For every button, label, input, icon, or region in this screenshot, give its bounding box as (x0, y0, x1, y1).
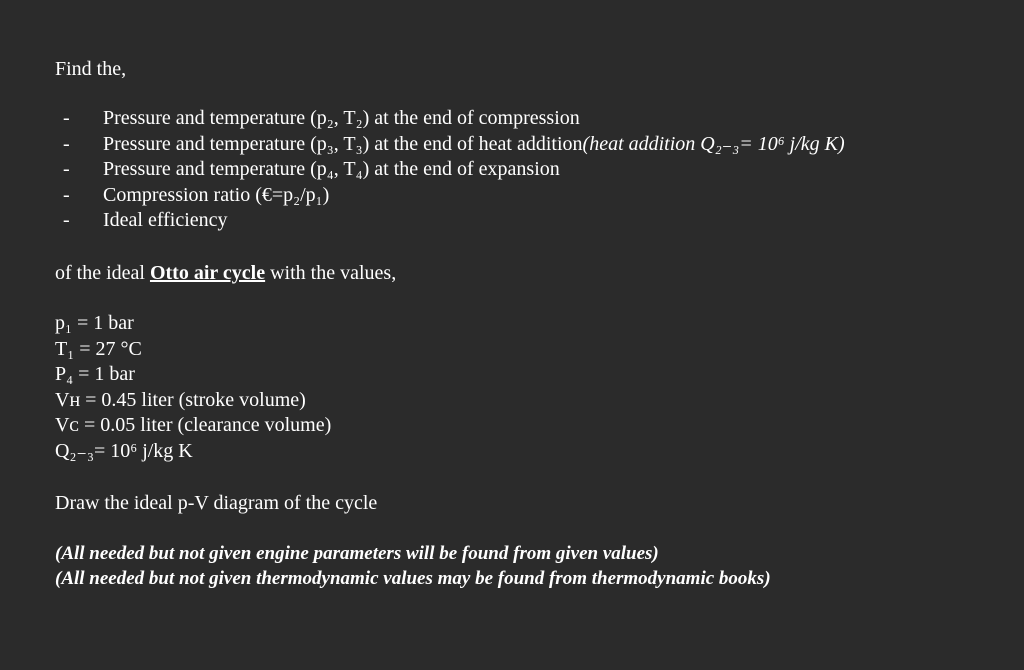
task-text: Pressure and temperature (p₂, T₂) at the end of compression (103, 107, 580, 129)
list-dash: - (63, 107, 70, 129)
list-dash: - (63, 183, 70, 206)
list-item (55, 183, 845, 209)
task-note: (heat addition Q₂₋₃= 10⁶ j/kg K) (582, 132, 845, 155)
value-line: p₁ = 1 bar (55, 312, 134, 334)
value-line: P₄ = 1 bar (55, 363, 135, 386)
cycle-name: Otto air cycle (149, 262, 266, 284)
list-item (55, 208, 845, 234)
list-item (55, 106, 845, 132)
task-text: Pressure and temperature (p₃, T₃) at the end of heat addition (103, 132, 583, 155)
task-text: Compression ratio (€=p₂/p₁) (103, 183, 330, 206)
list-item (55, 132, 845, 158)
note-line: (All needed but not given engine parameters will be found from given values) (55, 543, 659, 564)
notes (55, 541, 771, 591)
list-dash: - (63, 132, 70, 155)
given-values (55, 311, 331, 465)
value-line: Vᴄ = 0.05 liter (clearance volume) (55, 414, 332, 437)
cycle-text-after: with the values, (265, 262, 397, 284)
task-text: Pressure and temperature (p₄, T₄) at the end of expansion (103, 158, 560, 180)
value-line: Q₂₋₃= 10⁶ j/kg K (55, 439, 193, 462)
list-item (55, 157, 845, 183)
intro-text: Find the, (55, 58, 127, 80)
note-line: (All needed but not given thermodynamic values may be found from thermodynamic books) (55, 568, 771, 589)
value-line: T₁ = 27 °C (55, 337, 142, 360)
draw-instruction: Draw the ideal p-V diagram of the cycle (55, 492, 378, 514)
task-text: Ideal efficiency (103, 209, 228, 231)
cycle-text-before: of the ideal (55, 262, 150, 284)
task-list (55, 106, 845, 234)
cycle-description (55, 260, 396, 286)
list-dash: - (63, 209, 70, 231)
value-line: Vʜ = 0.45 liter (stroke volume) (55, 388, 306, 411)
list-dash: - (63, 158, 70, 180)
